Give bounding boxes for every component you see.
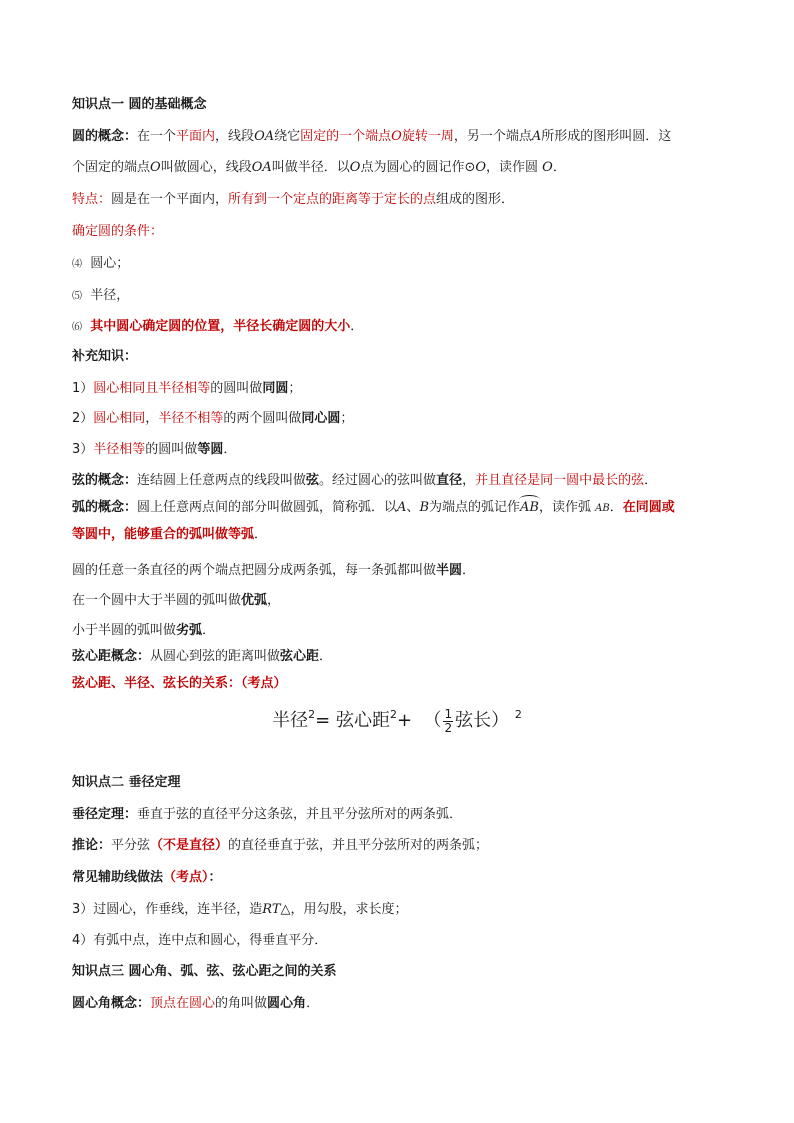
term: 弦心距 xyxy=(280,649,320,664)
highlight: 固定的一个端点 xyxy=(300,129,392,144)
chord-distance-definition xyxy=(72,648,724,666)
term: 劣弧 xyxy=(176,623,203,638)
condition-item-5 xyxy=(72,287,724,306)
text: ，另一个端点 xyxy=(453,129,532,144)
pythagorean-formula xyxy=(0,706,794,750)
text: ，读作圆 xyxy=(486,160,543,175)
highlight: （不是直径） xyxy=(150,838,229,853)
text: 圆的任意一条直径的两个端点把圆分成两条弧，每一条弧都叫做 xyxy=(72,563,437,578)
text: ． xyxy=(462,563,476,578)
text: 叫做半径．以 xyxy=(271,160,350,175)
highlight: 并且直径是同一圆中最长的弦 xyxy=(475,473,645,488)
numerator: 1 xyxy=(444,706,453,721)
text: 常见辅助线做法 xyxy=(72,870,164,885)
supplement-item-1 xyxy=(72,380,724,398)
text: 绕它 xyxy=(274,129,301,144)
chord-label: 弦的概念： xyxy=(72,473,138,488)
math-var: AB xyxy=(595,503,610,514)
feature-label: 特点： xyxy=(72,192,112,207)
highlight: 圆心相同且半径相等 xyxy=(93,381,211,396)
math-var: O xyxy=(542,160,553,175)
formula-text: = 弦心距 xyxy=(315,710,390,731)
term: 圆心角 xyxy=(267,996,307,1011)
exponent: 2 xyxy=(514,708,522,721)
text: ， xyxy=(145,411,159,426)
condition-item-6 xyxy=(72,318,724,337)
text: 过圆心，作垂线，连半径，造 xyxy=(93,902,263,917)
highlight: 其中圆心确定圆的位置，半径长确定圆的大小 xyxy=(90,319,351,334)
text: ． xyxy=(609,500,623,515)
term: 弦 xyxy=(306,473,320,488)
auxiliary-lines-heading xyxy=(72,869,724,887)
circle-feature xyxy=(72,191,724,209)
text: 有弧中点，连中点和圆心，得垂直平分． xyxy=(93,933,328,948)
item-number: 3） xyxy=(72,442,94,457)
central-angle-label: 圆心角概念： xyxy=(72,996,151,1011)
text: ， xyxy=(267,593,281,608)
term: 同心圆 xyxy=(301,411,341,426)
highlight: 半径不相等 xyxy=(158,411,224,426)
term: 半圆 xyxy=(436,563,463,578)
text: 圆上任意两点间的部分叫做圆弧，简称弧．以 xyxy=(137,500,398,515)
text: 圆心； xyxy=(90,256,130,271)
highlight: （考点） xyxy=(163,870,209,885)
exponent: 2 xyxy=(389,708,397,721)
circle-def-label: 圆的概念： xyxy=(72,129,138,144)
text: 的圆叫做 xyxy=(210,381,263,396)
item-number: 3） xyxy=(72,902,94,917)
supplement-item-3 xyxy=(72,441,724,459)
minor-arc-definition xyxy=(72,622,724,640)
text: 半径， xyxy=(90,288,130,303)
text: ． xyxy=(350,319,364,334)
formula-text: + （ xyxy=(396,710,442,731)
denominator: 2 xyxy=(444,720,453,735)
text: ． xyxy=(223,442,237,457)
term: 优弧 xyxy=(241,593,268,608)
text: 叫做圆心，线段 xyxy=(160,160,252,175)
text: 点为圆心的圆记作⊙ xyxy=(360,160,476,175)
math-var: RT xyxy=(262,902,281,917)
formula-text: 半径 xyxy=(272,710,309,731)
text: 、 xyxy=(406,500,420,515)
theorem-label: 垂径定理： xyxy=(72,807,138,822)
item-number: ⑹ xyxy=(72,322,82,333)
text: 。经过圆心的弦叫做 xyxy=(319,473,437,488)
text: △，用勾股，求长度； xyxy=(280,902,408,917)
term: 直径 xyxy=(436,473,463,488)
text: ； xyxy=(288,381,302,396)
math-var: OA xyxy=(254,129,275,144)
text: 平分弦 xyxy=(111,838,151,853)
text: ， xyxy=(462,473,476,488)
formula-text: 弦长） xyxy=(455,710,510,731)
chord-definition xyxy=(72,472,724,490)
math-var: OA xyxy=(251,160,272,175)
text: 组成的图形． xyxy=(436,192,515,207)
distance-label: 弦心距概念： xyxy=(72,649,151,664)
corollary-label: 推论： xyxy=(72,838,112,853)
item-number: 2） xyxy=(72,411,94,426)
text: 的两个圆叫做 xyxy=(223,411,302,426)
section-title-1: 知识点一 圆的基础概念 xyxy=(72,97,207,112)
auxiliary-item-3 xyxy=(72,901,724,919)
text: ． xyxy=(644,473,658,488)
text: ，读作弧 xyxy=(538,500,596,515)
central-angle-definition xyxy=(72,995,724,1013)
fraction xyxy=(443,708,453,735)
perpendicular-theorem xyxy=(72,806,724,824)
math-var: O xyxy=(475,160,487,175)
arc-definition-line-2 xyxy=(72,526,724,544)
arc-notation: AB xyxy=(520,500,539,515)
text: ． xyxy=(254,527,268,542)
text: 小于半圆的弧叫做 xyxy=(72,623,177,638)
highlight: 等圆中，能够重合的弧叫做等弧 xyxy=(72,527,255,542)
text: 垂直于弦的直径平分这条弦，并且平分弦所对的两条弧． xyxy=(137,807,463,822)
text: 为端点的弧记作 xyxy=(429,500,521,515)
math-var: O xyxy=(349,160,361,175)
circle-definition-line-2 xyxy=(72,159,724,177)
highlight: 在同圆或 xyxy=(622,500,675,515)
text: 圆是在一个平面内， xyxy=(111,192,229,207)
item-number: ⑷ xyxy=(72,259,82,270)
highlight: 所有到一个定点的距离等于定长的点 xyxy=(228,192,437,207)
highlight: 旋转一周 xyxy=(401,129,454,144)
supplement-heading: 补充知识： xyxy=(72,349,138,364)
circle-definition-line-1 xyxy=(72,128,724,146)
auxiliary-item-4 xyxy=(72,932,724,950)
text: ，线段 xyxy=(215,129,255,144)
corollary xyxy=(72,837,724,855)
text: ． xyxy=(306,996,320,1011)
text: ． xyxy=(552,160,566,175)
major-arc-definition xyxy=(72,592,724,610)
text: 所形成的图形叫圆．这 xyxy=(541,129,672,144)
term: 等圆 xyxy=(197,442,224,457)
section-title-3: 知识点三 圆心角、弧、弦、弦心距之间的关系 xyxy=(72,964,337,979)
arc-label: 弧的概念： xyxy=(72,500,138,515)
text: ． xyxy=(319,649,333,664)
term: 同圆 xyxy=(262,381,289,396)
item-number: 4） xyxy=(72,933,94,948)
text: 在一个圆中大于半圆的弧叫做 xyxy=(72,593,242,608)
supplement-item-2 xyxy=(72,410,724,428)
highlight: 平面内 xyxy=(176,129,216,144)
exponent: 2 xyxy=(308,708,316,721)
highlight: 圆心相同 xyxy=(93,411,146,426)
text: 的直径垂直于弦，并且平分弦所对的两条弧； xyxy=(228,838,489,853)
item-number: ⑸ xyxy=(72,291,82,302)
text: 在一个 xyxy=(137,129,177,144)
text: 个固定的端点 xyxy=(72,160,151,175)
condition-item-4 xyxy=(72,255,724,274)
math-var: O xyxy=(150,160,161,175)
text: ． xyxy=(202,623,216,638)
text: ； xyxy=(340,411,354,426)
text: 的圆叫做 xyxy=(145,442,198,457)
math-var: A xyxy=(397,500,407,515)
arc-definition-line-1 xyxy=(72,499,724,518)
highlight: 顶点在圆心 xyxy=(150,996,216,1011)
section-title-2: 知识点二 垂径定理 xyxy=(72,775,181,790)
text: 的角叫做 xyxy=(215,996,268,1011)
math-var: O xyxy=(391,129,402,144)
semicircle-definition xyxy=(72,562,724,580)
highlight: 半径相等 xyxy=(93,442,146,457)
text: ： xyxy=(208,870,222,885)
circle-conditions-heading: 确定圆的条件： xyxy=(72,224,164,239)
math-var: B xyxy=(419,500,429,515)
math-var: A xyxy=(531,129,542,144)
relation-heading: 弦心距、半径、弦长的关系：（考点） xyxy=(72,676,287,691)
text: 连结圆上任意两点的线段叫做 xyxy=(137,473,307,488)
item-number: 1） xyxy=(72,381,94,396)
text: 从圆心到弦的距离叫做 xyxy=(150,649,281,664)
